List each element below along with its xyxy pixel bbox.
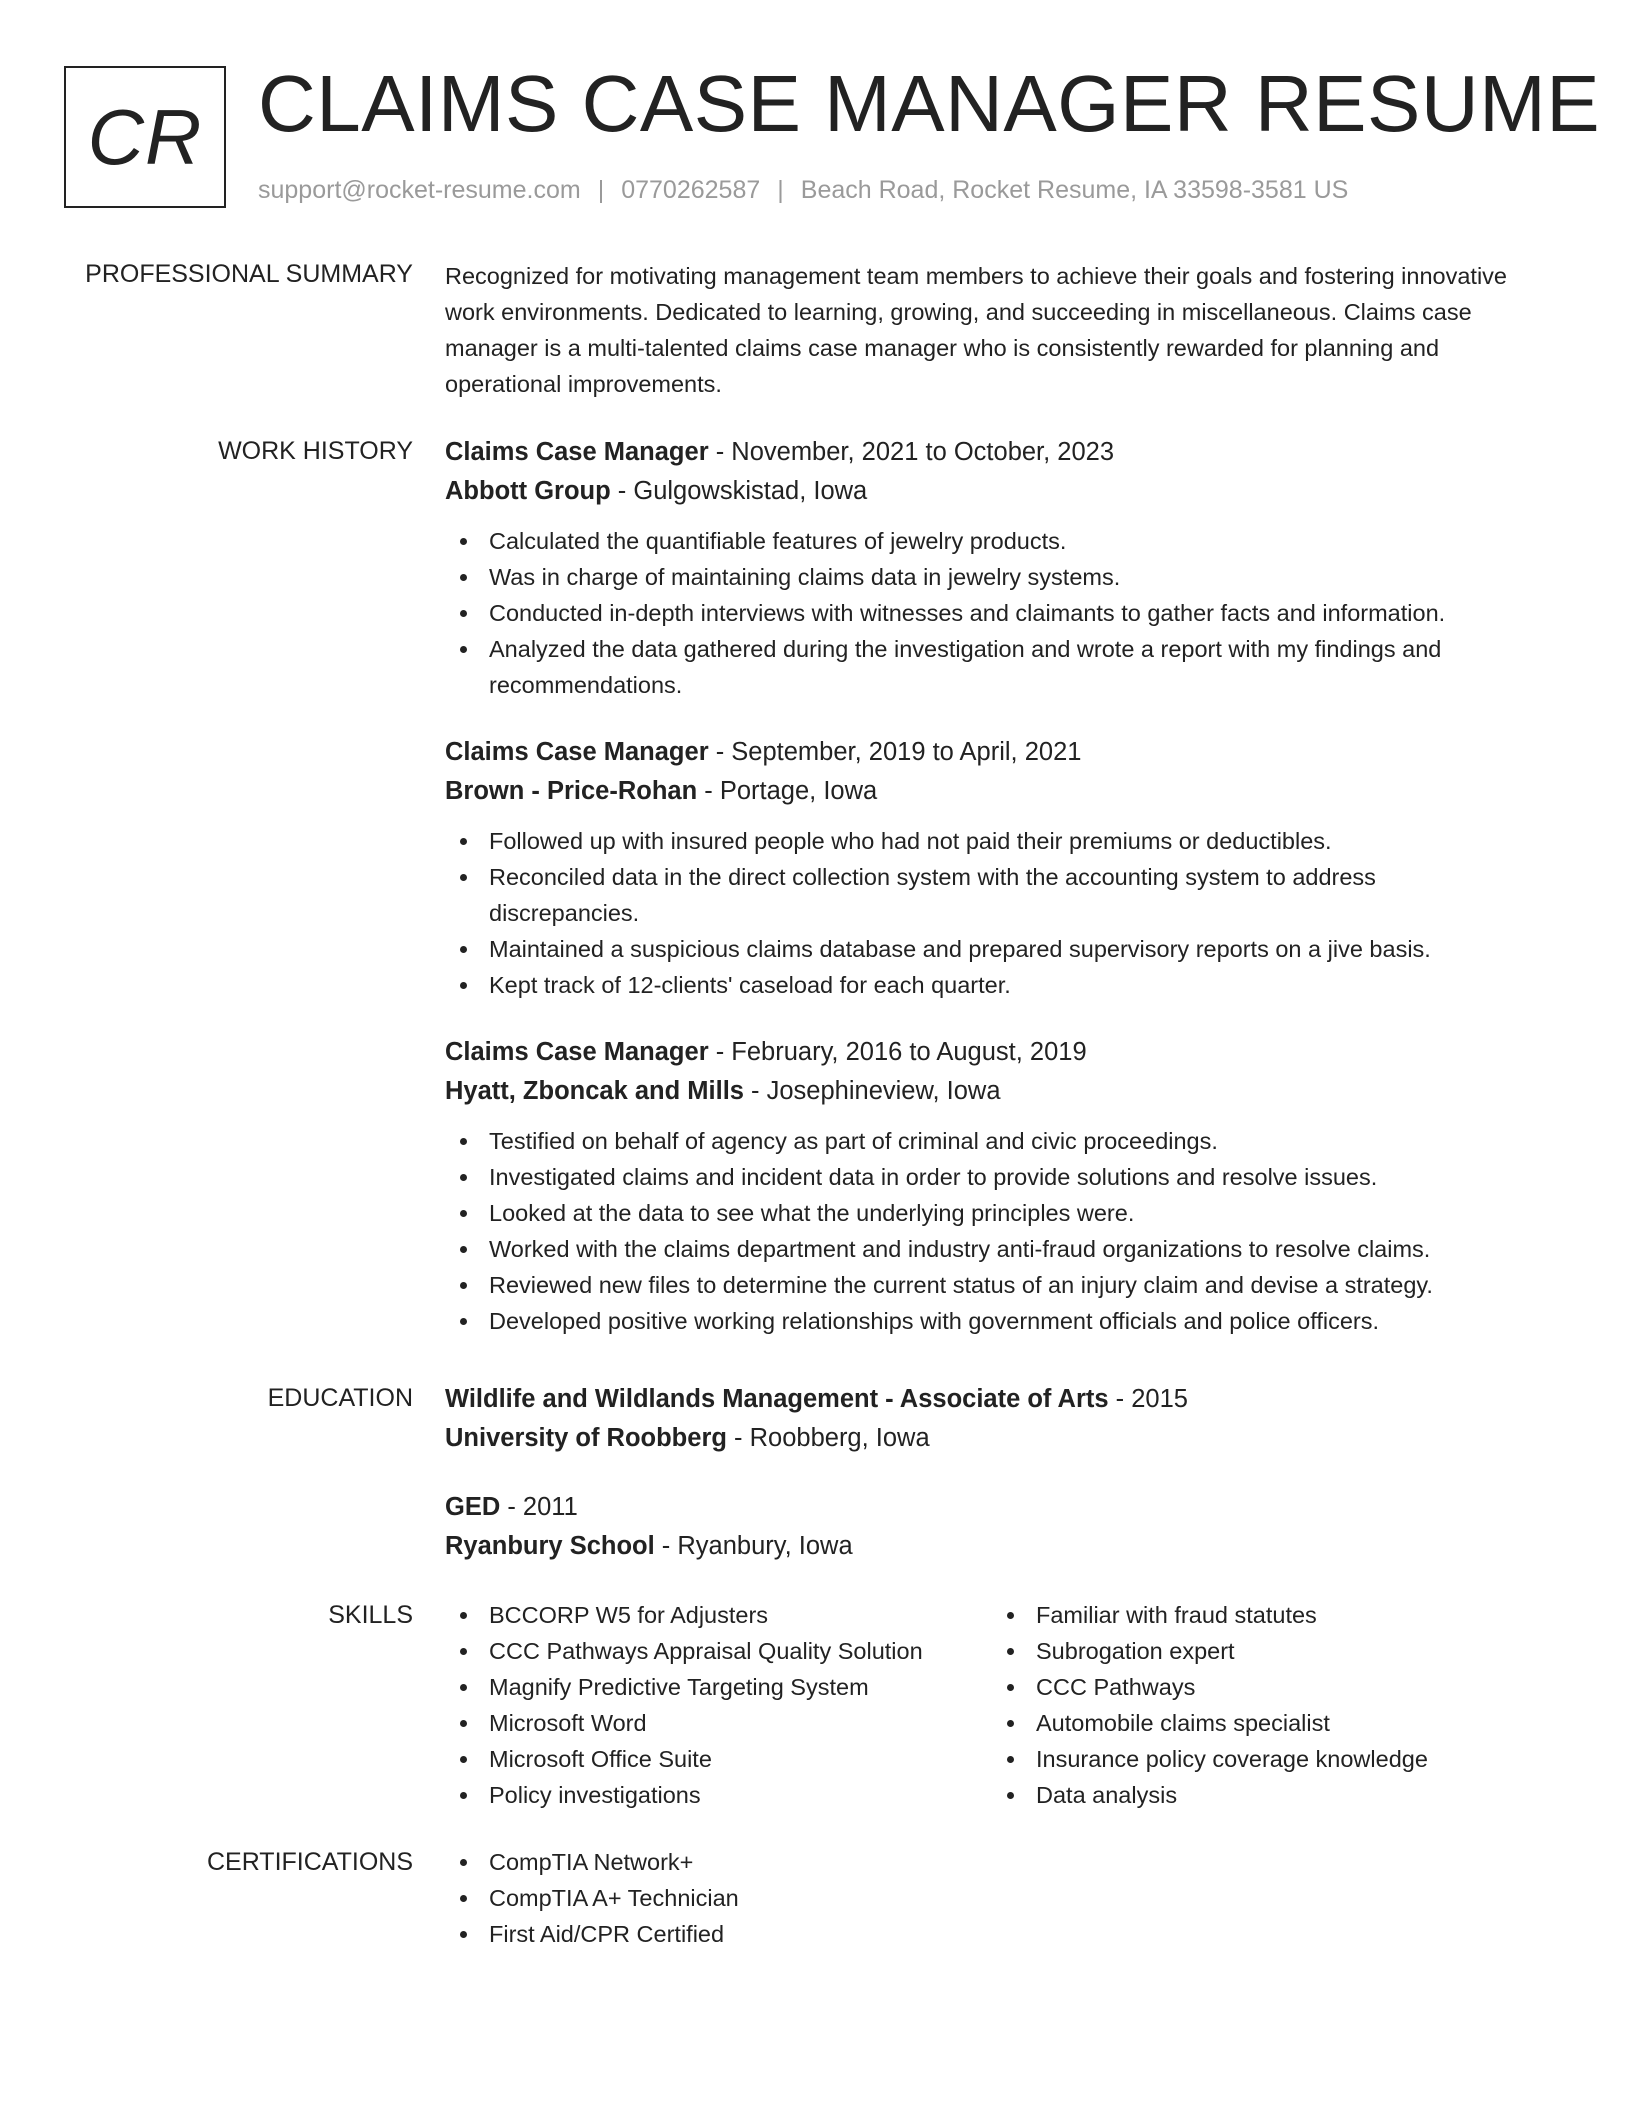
job-company-line	[445, 1072, 1525, 1111]
section-label-skills: SKILLS	[328, 1601, 413, 1629]
job-bullet: Developed positive working relationships with government officials and police officers.	[445, 1303, 1525, 1339]
job-title-line	[445, 433, 1525, 472]
contact-phone[interactable]: 0770262587	[621, 176, 761, 204]
job-dates: - February, 2016 to August, 2019	[708, 1038, 1087, 1066]
education-location: - Ryanbury, Iowa	[654, 1532, 853, 1560]
certification-item: CompTIA Network+	[445, 1844, 1525, 1880]
education-location: - Roobberg, Iowa	[726, 1424, 930, 1452]
skill-item: Magnify Predictive Targeting System	[445, 1669, 992, 1705]
job-bullet: Looked at the data to see what the underlying principles were.	[445, 1195, 1525, 1231]
job-bullets	[445, 823, 1525, 1003]
summary-text: Recognized for motivating management team members to achieve their goals and fostering innovative work environments. Dedicated to learning, growing, and succeeding in miscellaneous. Claims case manager is a multi-talented claims case manager who is consistently rewarded for planning and operational improvements.	[445, 263, 1507, 397]
skill-item: Microsoft Word	[445, 1705, 992, 1741]
contact-email[interactable]: support@rocket-resume.com	[258, 176, 581, 204]
skill-item: Insurance policy coverage knowledge	[992, 1741, 1512, 1777]
job-bullet: Testified on behalf of agency as part of criminal and civic proceedings.	[445, 1123, 1525, 1159]
education-year: - 2011	[500, 1493, 578, 1521]
job-bullet: Calculated the quantifiable features of jewelry products.	[445, 523, 1525, 559]
job-bullet: Reconciled data in the direct collection system with the accounting system to address discrepancies.	[445, 859, 1525, 931]
summary-body	[445, 256, 1525, 402]
skill-item: CCC Pathways	[992, 1669, 1512, 1705]
contact-line	[258, 174, 1348, 206]
education-entry	[445, 1488, 1525, 1566]
education-degree-line	[445, 1380, 1525, 1419]
monogram-logo: CR	[64, 66, 226, 208]
skill-item: Subrogation expert	[992, 1633, 1512, 1669]
education-school: University of Roobberg	[445, 1424, 727, 1452]
skills-column	[445, 1597, 992, 1813]
job-location: - Gulgowskistad, Iowa	[610, 477, 868, 505]
section-label-summary: PROFESSIONAL SUMMARY	[85, 260, 413, 288]
skills-list	[445, 1597, 992, 1813]
section-label-certifications: CERTIFICATIONS	[206, 1848, 413, 1876]
skill-item: Data analysis	[992, 1777, 1512, 1813]
skill-item: Automobile claims specialist	[992, 1705, 1512, 1741]
skill-item: Microsoft Office Suite	[445, 1741, 992, 1777]
skill-item: BCCORP W5 for Adjusters	[445, 1597, 992, 1633]
job-title-line	[445, 1033, 1525, 1072]
job-company-line	[445, 472, 1525, 511]
resume-title: CLAIMS CASE MANAGER RESUME	[258, 59, 1601, 148]
job-bullet: Conducted in-depth interviews with witnesses and claimants to gather facts and information.	[445, 595, 1525, 631]
work-history-body	[445, 433, 1525, 1369]
education-year: - 2015	[1108, 1385, 1188, 1413]
job-bullet: Analyzed the data gathered during the investigation and wrote a report with my findings and recommendations.	[445, 631, 1525, 703]
education-degree: Wildlife and Wildlands Management - Associate of Arts	[445, 1385, 1109, 1413]
contact-address: Beach Road, Rocket Resume, IA 33598-3581 US	[800, 176, 1349, 204]
job-entry	[445, 433, 1525, 703]
education-body	[445, 1380, 1525, 1596]
job-dates: - November, 2021 to October, 2023	[708, 438, 1115, 466]
education-school-line	[445, 1419, 1525, 1458]
certification-item: CompTIA A+ Technician	[445, 1880, 1525, 1916]
job-bullet: Kept track of 12-clients' caseload for each quarter.	[445, 967, 1525, 1003]
job-company: Hyatt, Zboncak and Mills	[445, 1077, 744, 1105]
contact-separator: |	[777, 176, 784, 204]
job-entry	[445, 733, 1525, 1003]
contact-separator: |	[597, 176, 605, 204]
job-bullet: Maintained a suspicious claims database and prepared supervisory reports on a jive basis.	[445, 931, 1525, 967]
job-company: Abbott Group	[445, 477, 611, 505]
job-company-line	[445, 772, 1525, 811]
job-title-line	[445, 733, 1525, 772]
job-entry	[445, 1033, 1525, 1339]
job-title: Claims Case Manager	[445, 738, 709, 766]
skills-column	[992, 1597, 1512, 1813]
section-label-education: EDUCATION	[267, 1384, 413, 1412]
certifications-body	[445, 1844, 1525, 1952]
education-school-line	[445, 1527, 1525, 1566]
job-bullet: Investigated claims and incident data in order to provide solutions and resolve issues.	[445, 1159, 1525, 1195]
job-bullet: Was in charge of maintaining claims data in jewelry systems.	[445, 559, 1525, 595]
education-degree-line	[445, 1488, 1525, 1527]
skill-item: Policy investigations	[445, 1777, 992, 1813]
job-bullets	[445, 523, 1525, 703]
job-bullet: Followed up with insured people who had not paid their premiums or deductibles.	[445, 823, 1525, 859]
section-label-work-history: WORK HISTORY	[218, 437, 413, 465]
job-bullet: Reviewed new files to determine the current status of an injury claim and devise a strategy.	[445, 1267, 1525, 1303]
education-school: Ryanbury School	[445, 1532, 655, 1560]
job-title: Claims Case Manager	[445, 438, 709, 466]
job-location: - Portage, Iowa	[697, 777, 878, 805]
skill-item: Familiar with fraud statutes	[992, 1597, 1512, 1633]
skills-list	[992, 1597, 1512, 1813]
education-entry	[445, 1380, 1525, 1458]
job-company: Brown - Price-Rohan	[445, 777, 698, 805]
skills-body	[445, 1597, 1525, 1813]
job-location: - Josephineview, Iowa	[743, 1077, 1001, 1105]
job-bullets	[445, 1123, 1525, 1339]
certifications-list	[445, 1844, 1525, 1952]
job-dates: - September, 2019 to April, 2021	[708, 738, 1082, 766]
education-degree: GED	[445, 1493, 501, 1521]
job-title: Claims Case Manager	[445, 1038, 709, 1066]
certification-item: First Aid/CPR Certified	[445, 1916, 1525, 1952]
skill-item: CCC Pathways Appraisal Quality Solution	[445, 1633, 992, 1669]
job-bullet: Worked with the claims department and industry anti-fraud organizations to resolve claims.	[445, 1231, 1525, 1267]
